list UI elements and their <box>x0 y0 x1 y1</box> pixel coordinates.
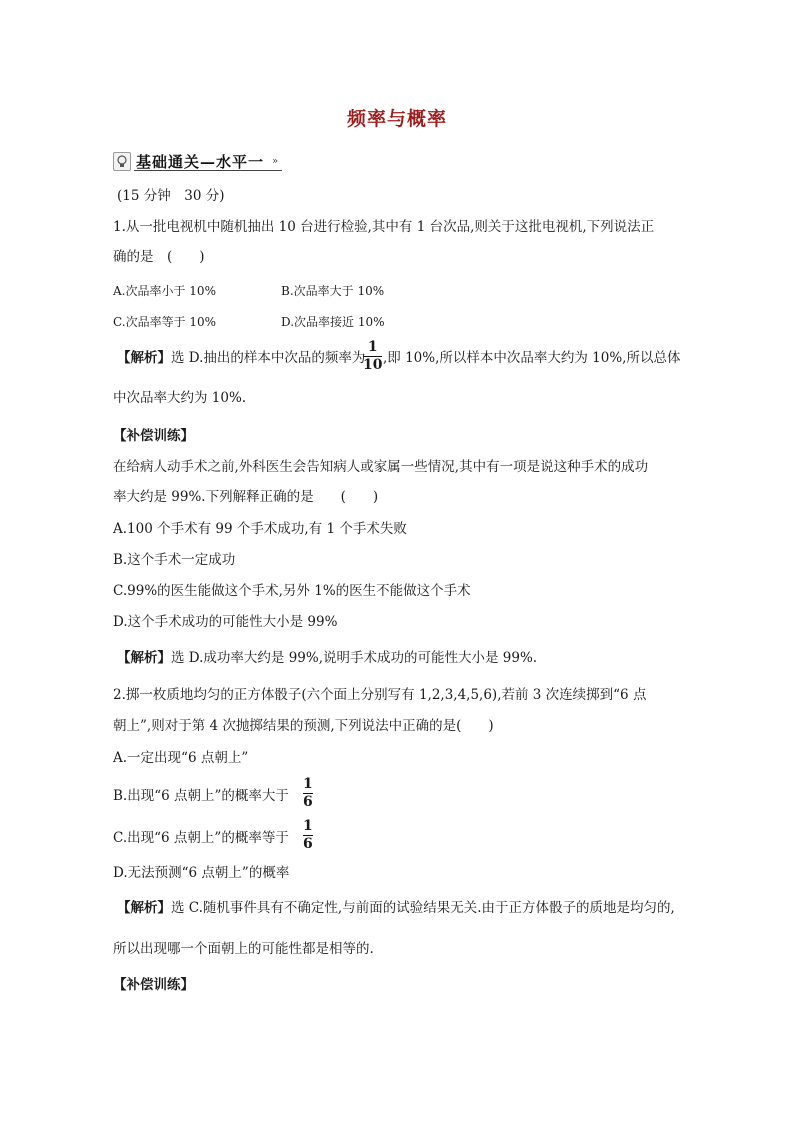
supp1-analysis <box>117 649 537 667</box>
q2-option-d: D.无法预测“6 点朝上”的概率 <box>113 865 290 881</box>
q2-stem-line2: 朝上”,则对于第 4 次抛掷结果的预测,下列说法中正确的是( ) <box>113 718 494 734</box>
section-arrow-icon: » <box>272 156 279 167</box>
q1-analysis-cont: ,即 10%,所以样本中次品率大约为 10%,所以总体 <box>383 350 681 366</box>
q1-fraction-numerator: 1 <box>367 339 378 355</box>
q2-option-b: B.出现“6 点朝上”的概率大于 <box>113 788 289 804</box>
q2-option-c-fraction <box>303 819 313 852</box>
q2-option-c: C.出现“6 点朝上”的概率等于 <box>113 830 289 846</box>
supp1-tag: 【补偿训练】 <box>113 428 194 444</box>
q2-option-c-numerator: 1 <box>303 818 313 834</box>
supp1-option-a: A.100 个手术有 99 个手术成功,有 1 个手术失败 <box>113 521 407 537</box>
q2-option-c-denominator: 6 <box>303 836 313 852</box>
q2-option-b-numerator: 1 <box>303 776 313 792</box>
q1-analysis-line2: 中次品率大约为 10%. <box>113 390 247 406</box>
q1-stem-line2: 确的是 ( ) <box>113 249 205 265</box>
section-underline <box>134 170 282 171</box>
q1-analysis <box>117 349 365 367</box>
supp1-option-c: C.99%的医生能做这个手术,另外 1%的医生不能做这个手术 <box>113 583 471 599</box>
q2-option-b-fraction <box>303 777 313 810</box>
section-heading: 基础通关—水平一 <box>136 153 265 171</box>
time-note: (15 分钟 30 分) <box>117 188 225 204</box>
q1-fraction-denominator: 10 <box>363 357 383 373</box>
supp1-stem-line2: 率大约是 99%.下列解释正确的是 ( ) <box>113 489 379 505</box>
q1-option-a: A.次品率小于 10% <box>113 284 216 298</box>
supp2-tag: 【补偿训练】 <box>113 977 194 993</box>
q2-stem-line1: 2.掷一枚质地均匀的正方体骰子(六个面上分别写有 1,2,3,4,5,6),若前 3 次连续掷到“6 点 <box>113 687 647 703</box>
supp1-option-d: D.这个手术成功的可能性大小是 99% <box>113 614 338 630</box>
q2-analysis-line2: 所以出现哪一个面朝上的可能性都是相等的. <box>113 941 374 957</box>
q2-analysis-tag: 【解析】 <box>117 900 171 916</box>
supp1-analysis-text: 选 D.成功率大约是 99%,说明手术成功的可能性大小是 99%. <box>171 650 538 666</box>
supp1-analysis-tag: 【解析】 <box>117 650 171 666</box>
lightbulb-icon <box>113 152 131 171</box>
q1-option-b: B.次品率大于 10% <box>281 284 385 298</box>
q1-option-c: C.次品率等于 10% <box>113 315 217 329</box>
q2-analysis <box>117 899 675 917</box>
q1-analysis-tag: 【解析】 <box>117 350 171 366</box>
supp1-stem-line1: 在给病人动手术之前,外科医生会告知病人或家属一些情况,其中有一项是说这种手术的成功 <box>113 459 649 475</box>
q1-analysis-text: 选 D.抽出的样本中次品的频率为 <box>171 350 366 366</box>
q1-fraction <box>363 340 382 373</box>
q2-analysis-text: 选 C.随机事件具有不确定性,与前面的试验结果无关.由于正方体骰子的质地是均匀的, <box>171 900 675 916</box>
q1-option-d: D.次品率接近 10% <box>281 315 385 329</box>
page-title: 频率与概率 <box>346 108 447 130</box>
q2-option-b-denominator: 6 <box>303 794 313 810</box>
supp1-option-b: B.这个手术一定成功 <box>113 552 236 568</box>
q2-option-a: A.一定出现“6 点朝上” <box>113 750 249 766</box>
q1-stem-line1: 1.从一批电视机中随机抽出 10 台进行检验,其中有 1 台次品,则关于这批电视机,下列说法正 <box>113 219 655 235</box>
